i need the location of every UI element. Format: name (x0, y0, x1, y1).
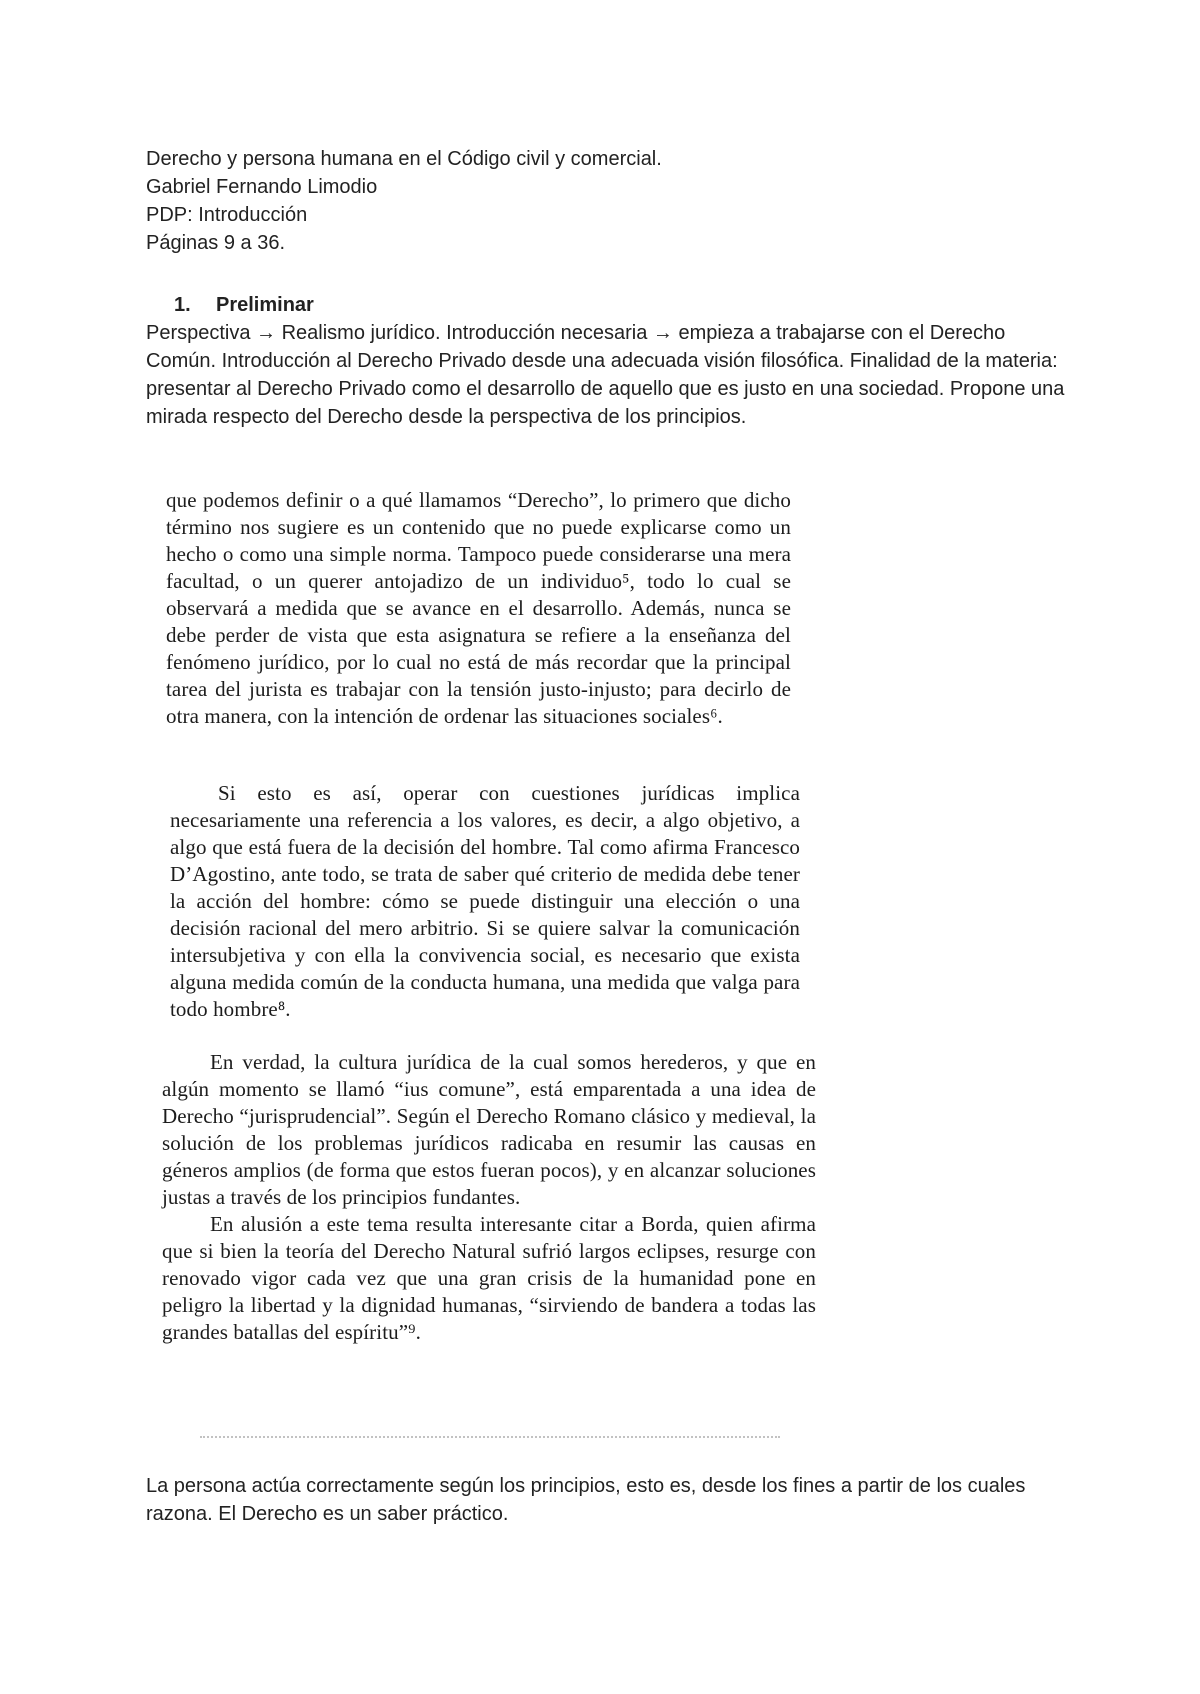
section-number: 1. (174, 294, 191, 316)
document-header (146, 145, 1106, 257)
scan-cut-edge (200, 1436, 780, 1442)
excerpt-block-3 (162, 1049, 816, 1346)
excerpt-paragraph: que podemos definir o a qué llamamos “Derecho”, lo primero que dicho término nos sugiere es un contenido que no puede explicarse como un hecho o como una simple norma. Tampoco puede considerarse una mera facultad, o un querer antojadizo de un individuo⁵, todo lo cual se observará a medida que se avance en el desarrollo. Además, nunca se debe perder de vista que esta asignatura se refiere a la enseñanza del fenómeno jurídico, por lo cual no está de más recordar que la principal tarea del jurista es trabajar con la tensión justo-injusto; para decirlo de otra manera, con la intención de ordenar las situaciones sociales⁶. (166, 488, 791, 728)
document-course: PDP: Introducción (146, 204, 308, 226)
section-title: Preliminar (216, 294, 314, 316)
document-title: Derecho y persona humana en el Código civil y comercial. (146, 148, 662, 170)
excerpt-block-1 (166, 487, 791, 730)
document-author: Gabriel Fernando Limodio (146, 176, 378, 198)
excerpt-paragraph: En verdad, la cultura jurídica de la cual somos herederos, y que en algún momento se llamó “ius comune”, está emparentada a una idea de Derecho “jurisprudencial”. Según el Derecho Romano clásico y medieval, la solución de los problemas jurídicos radicaba en resumir las causas en géneros amplios (de forma que estos fueran pocos), y en alcanzar soluciones justas a través de los principios fundantes. (162, 1050, 816, 1209)
section-heading (174, 291, 314, 319)
excerpt-block-2 (170, 780, 800, 1023)
intro-paragraph: Perspectiva → Realismo jurídico. Introducción necesaria → empieza a trabajarse con el Derecho Común. Introducción al Derecho Privado desde una adecuada visión filosófica. Finalidad de la materia: presentar al Derecho Privado como el desarrollo de aquello que es justo en una sociedad. Propone una mirada respecto del Derecho desde la perspectiva de los principios. (146, 322, 1065, 428)
document-pages: Páginas 9 a 36. (146, 232, 285, 254)
excerpt-paragraph: En alusión a este tema resulta interesante citar a Borda, quien afirma que si bien la teoría del Derecho Natural sufrió largos eclipses, resurge con renovado vigor cada vez que una gran crisis de la humanidad pone en peligro la libertad y la dignidad humanas, “sirviendo de bandera a todas las grandes batallas del espíritu”⁹. (162, 1212, 816, 1344)
excerpt-paragraph: Si esto es así, operar con cuestiones jurídicas implica necesariamente una referencia a los valores, es decir, a algo objetivo, a algo que está fuera de la decisión del hombre. Tal como afirma Francesco D’Agostino, ante todo, se trata de saber qué criterio de medida debe tener la acción del hombre: cómo se puede distinguir una elección o una decisión racional del mero arbitrio. Si se quiere salvar la comunicación intersubjetiva y con ella la convivencia social, es necesario que exista alguna medida común de la conducta humana, una medida que valga para todo hombre⁸. (170, 781, 800, 1021)
closing-paragraph: La persona actúa correctamente según los principios, esto es, desde los fines a partir de los cuales razona. El Derecho es un saber práctico. (146, 1475, 1026, 1525)
